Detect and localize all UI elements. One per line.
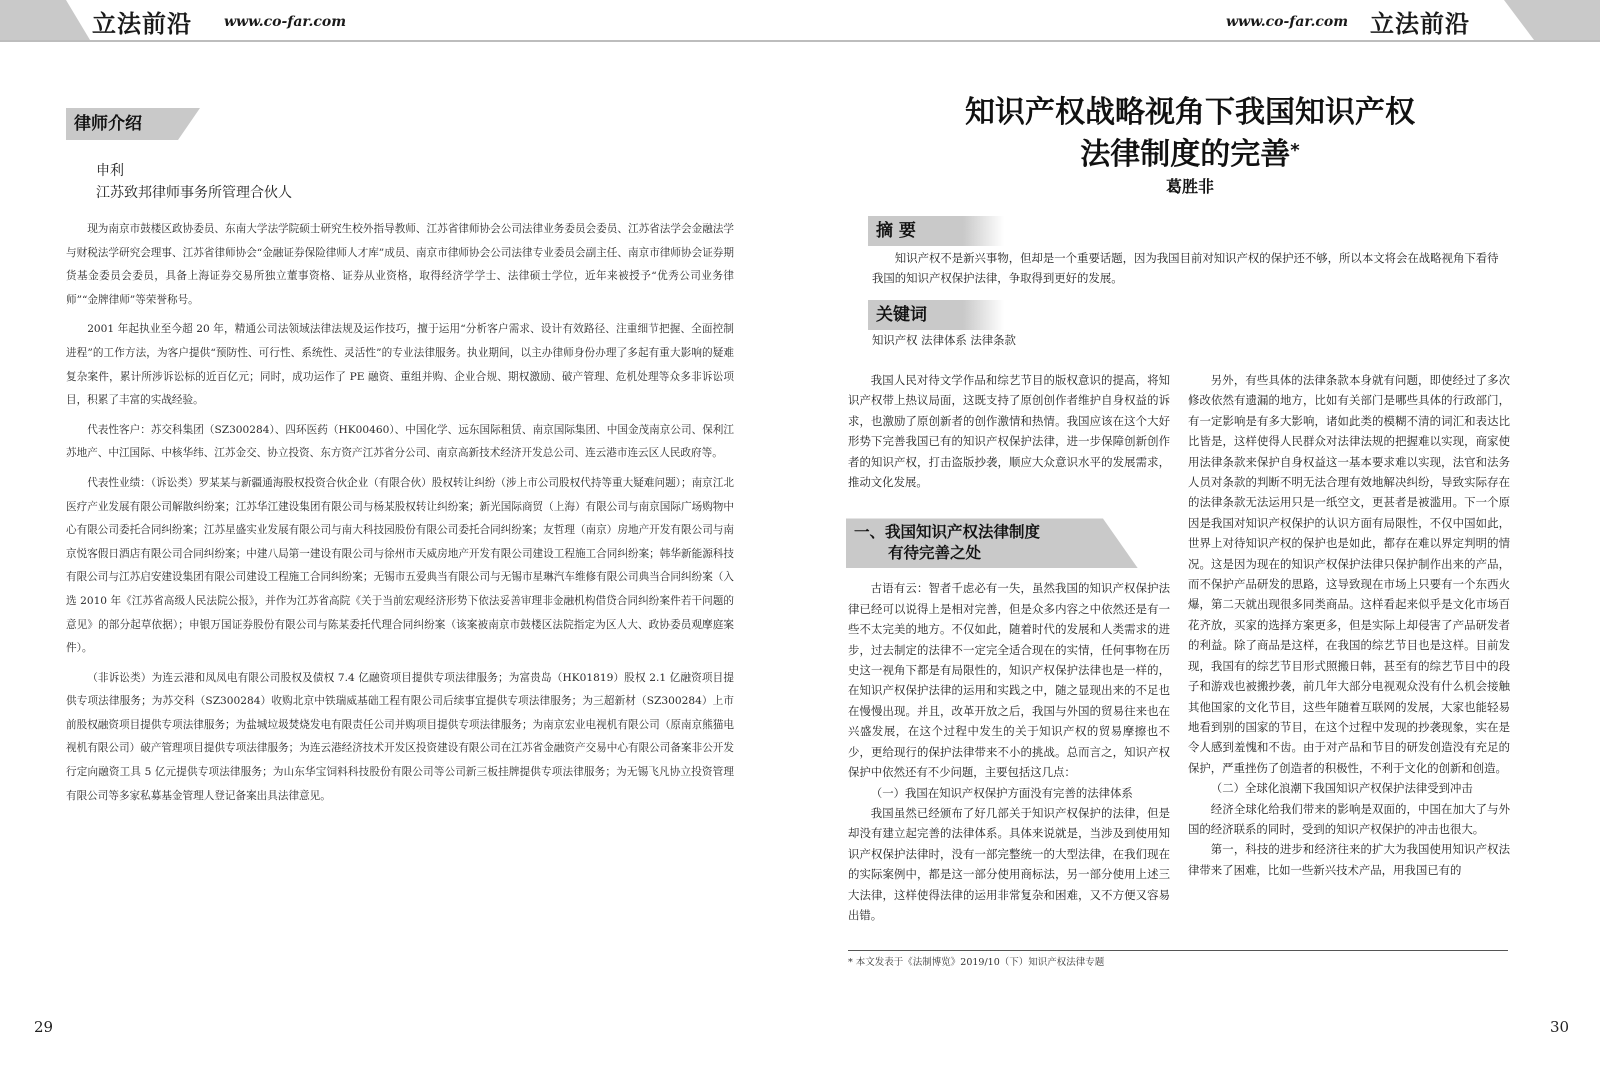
body-paragraph: 第一，科技的进步和经济往来的扩大为我国使用知识产权法律带来了困难，比如一些新兴技术产品，用我国已有的	[1188, 842, 1510, 877]
body-paragraph: 古语有云：智者千虑必有一失，虽然我国的知识产权保护法律已经可以说得上是相对完善，但是众多内容之中依然还是有一些不太完美的地方。不仅如此，随着时代的发展和人类需求的进步，过去制定的法律不一定完全适合现在的实情，任何事物在历史这一视角下都是有局限性的，知识产权保护法律也是一样的，在知识产权保护法律的运用和实践之中，随之显现出来的不足也在慢慢出现。并且，改革开放之后，我国与外国的贸易往来也在兴盛发展，在这个过程中发生的关于知识产权的贸易摩擦也不少，更给现行的保护法律带来不小的挑战。总而言之，知识产权保护中依然还有不少问题，主要包括这几点：	[848, 581, 1170, 780]
header-band-right	[800, 0, 1600, 40]
title-line-2-text: 法律制度的完善	[1080, 137, 1291, 172]
site-url-right: www.co-far.com	[1226, 14, 1349, 30]
title-line-2	[870, 134, 1510, 176]
brand-title-right: 立法前沿	[1370, 10, 1470, 38]
header-wedge-right	[1504, 0, 1600, 40]
bio-paragraph: 代表性客户：苏交科集团（SZ300284）、四环医药（HK00460）、中国化学、远东国际租赁、南京国际集团、中国金茂南京公司、保利江苏地产、中江国际、中核华纬、江苏金交、协立投资、东方资产江苏省分公司、南京高新技术经济开发总公司、连云港市连云区人民政府等。	[66, 423, 734, 460]
section-heading-line-1: 一、我国知识产权法律制度	[854, 523, 1041, 542]
lawyer-name: 申利	[96, 163, 124, 179]
subheading-2: （二）全球化浪潮下我国知识产权保护法律受到冲击	[1210, 781, 1473, 796]
site-url-left: www.co-far.com	[224, 14, 347, 30]
body-paragraph: 另外，有些具体的法律条款本身就有问题，即使经过了多次修改依然有遗漏的地方，比如有关部门是哪些具体的行政部门，有一定影响是有多大影响，诸如此类的模糊不清的词汇和表达比比皆是，这样使得人民群众对法律法规的把握难以实现，商家使用法律条款来保护自身权益这一基本要求难以实现，法官和法务人员对条款的判断不明无法合理有效地解决纠纷，导致实际存在的法律条款无法运用只是一纸空文，更甚者是被滥用。下一个原因是我国对知识产权保护的认识方面有局限性，不仅中国如此，世界上对待知识产权的保护也是如此，都存在难以界定判明的情况。这是因为现在的知识产权保护法律只保护制作出来的产品，而不保护产品研发的思路，这导致现在市场上只要有一个东西火爆，第二天就出现很多同类商品。这样看起来似乎是文化市场百花齐放，买家的选择方案更多，但是实际上却侵害了产品研发者的利益。除了商品是这样，在我国的综艺节目也是这样。目前发现，我国有的综艺节目形式照搬日韩，甚至有的综艺节目中的段子和游戏也被搬抄袭，前几年大部分电视观众没有什么机会接触其他国家的文化节目，这些年随着互联网的发展，大家也能轻易地看到别的国家的节目，在这个过程中发现的抄袭现象，实在是令人感到羞愧和不齿。由于对产品和节目的研发创造没有充足的保护，严重挫伤了创造者的积极性，不利于文化的创新和创造。	[1188, 373, 1510, 775]
title-line-1: 知识产权战略视角下我国知识产权	[965, 95, 1415, 130]
subheading-1: （一）我国在知识产权保护方面没有完善的法律体系	[870, 785, 1133, 800]
lawyer-title: 江苏致邦律师事务所管理合伙人	[96, 185, 292, 201]
title-footnote-mark: *	[1290, 140, 1300, 161]
keywords-label: 关键词	[868, 300, 1004, 330]
bio-paragraph: （非诉讼类）为连云港和凤凤电有限公司股权及债权 7.4 亿融资项目提供专项法律服务；为富贵岛（HK01819）股权 2.1 亿融资项目提供专项法律服务；为苏交科（SZ300284）收购北京中铁瑞威基础工程有限公司后续事宜提供专项法律服务；为三超新材（SZ300284）上市前股权融资项目提供专项法律服务；为盐城垃圾焚烧发电有限责任公司并购项目提供专项法律服务；为南京宏业电视机有限公司（原南京熊猫电视机有限公司）破产管理项目提供专项法律服务；为连云港经济技术开发区投资建设有限公司在江苏省金融资产交易中心有限公司备案非公开发行定向融资工具 5 亿元提供专项法律服务；为山东华宝饲料科技股份有限公司等公司新三板挂牌提供专项法律服务；为无锡飞凡协立投资管理有限公司等多家私募基金管理人登记备案出具法律意见。	[66, 671, 734, 802]
abstract-body	[872, 248, 1508, 288]
bio-paragraph: 现为南京市鼓楼区政协委员、东南大学法学院硕士研究生校外指导教师、江苏省律师协会公司法律业务委员会委员、江苏省法学会金融法学与财税法学研究会理事、江苏省律师协会“金融证券保险律师人才库”成员、南京市律师协会公司法律专业委员会副主任、南京市律师协会证券期货基金委员会委员，具备上海证券交易所独立董事资格、证券从业资格，取得经济学学士、法律硕士学位，近年来被授予“优秀公司业务律师”“金牌律师”等荣誉称号。	[66, 223, 734, 306]
brand-title-left: 立法前沿	[92, 10, 192, 38]
body-paragraph: 我国虽然已经颁布了好几部关于知识产权保护的法律，但是却没有建立起完善的法律体系。具体来说就是，当涉及到使用知识产权保护法律时，没有一部完整统一的大型法律，在我们现在的实际案例中，都是这一部分使用商标法，另一部分使用上述三大法律，这样使得法律的运用非常复杂和困难，又不方便又容易出错。	[848, 805, 1170, 922]
article-author: 葛胜非	[1165, 177, 1214, 196]
body-paragraph: 经济全球化给我们带来的影响是双面的，中国在加大了与外国的经济联系的同时，受到的知识产权保护的冲击也很大。	[1188, 801, 1510, 836]
abstract-text: 知识产权不是新兴事物，但却是一个重要话题，因为我国目前对知识产权的保护还不够，所以本文将会在战略视角下看待我国的知识产权保护法律，争取得到更好的发展。	[872, 251, 1499, 285]
footnote-rule	[848, 950, 1508, 951]
footnote: * 本文发表于《法制博览》2019/10（下）知识产权法律专题	[848, 957, 1105, 968]
bio-paragraph: 代表性业绩：（诉讼类）罗某某与新疆通海股权投资合伙企业（有限合伙）股权转让纠纷（涉上市公司股权代持等重大疑难问题）；南京江北医疗产业发展有限公司解散纠纷案；江苏华江建设集团有限公司与杨某股权转让纠纷案；新光国际商贸（上海）有限公司与南京国际广场购物中心有限公司委托合同纠纷案；江苏星盛实业发展有限公司与南大科技园股份有限公司委托合同纠纷案；友哲理（南京）房地产开发有限公司与南京悦客假日酒店有限公司合同纠纷案；中建八局第一建设有限公司与徐州市天威房地产开发有限公司建设工程施工合同纠纷案；韩华新能源科技有限公司与江苏启安建设集团有限公司建设工程施工合同纠纷案；无锡市五爱典当有限公司与无锡市星琳汽车维修有限公司典当合同纠纷案（入选 2010 年《江苏省高级人民法院公报》，并作为江苏省高院《关于当前宏观经济形势下依法妥善审理非金融机构借贷合同纠纷案件若干问题的意见》的部分起草依据）；申银万国证券股份有限公司与陈某委托代理合同纠纷案（该案被南京市鼓楼区法院指定为区人大、政协委员观摩庭案件）。	[66, 476, 734, 655]
header-rule-right	[800, 40, 1600, 42]
article-title	[870, 92, 1510, 176]
bio-paragraph: 2001 年起执业至今超 20 年，精通公司法领域法律法规及运作技巧，擅于运用“分析客户需求、设计有效路径、注重细节把握、全面控制进程”的工作方法，为客户提供“预防性、可行性、系统性、灵活性”的专业法律服务。执业期间，以主办律师身份办理了多起有重大影响的疑难复杂案件，累计所涉诉讼标的近百亿元；同时，成功运作了 PE 融资、重组并购、企业合规、期权激励、破产管理、危机处理等众多非诉讼项目，积累了丰富的实战经验。	[66, 323, 734, 407]
section-heading-1	[846, 518, 1170, 568]
abstract-label: 摘 要	[868, 216, 1004, 246]
section-heading-line-2: 有待完善之处	[888, 544, 982, 563]
article-column-1	[848, 370, 1170, 925]
lawyer-section-label: 律师介绍	[66, 108, 178, 140]
intro-paragraph: 我国人民对待文学作品和综艺节目的版权意识的提高，将知识产权带上热议局面，这既支持了原创创作者维护自身权益的诉求，也激励了原创新者的创作激情和热情。我国应该在这个大好形势下完善我国已有的知识产权保护法律，进一步保障创新创作者的知识产权，打击盗版抄袭，顺应大众意识水平的发展需求，推动文化发展。	[848, 373, 1170, 490]
page-number-left: 29	[34, 1018, 54, 1036]
article-column-2	[1188, 370, 1510, 880]
keywords-text: 知识产权 法律体系 法律条款	[872, 333, 1016, 347]
section-heading-text	[854, 522, 1040, 564]
page-number-right: 30	[1550, 1018, 1570, 1036]
